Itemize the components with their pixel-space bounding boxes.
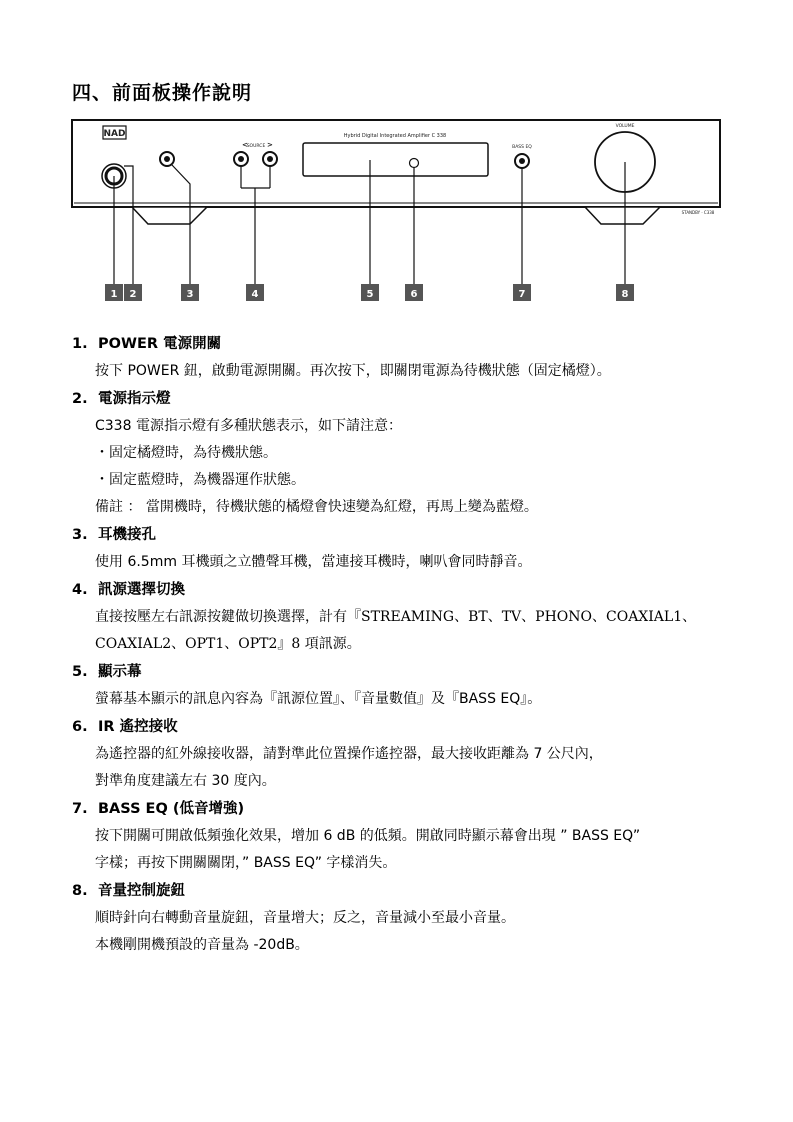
item-title: 耳機接孔 — [98, 527, 156, 543]
item-number: 3. — [72, 527, 88, 543]
callout-badge — [405, 284, 423, 301]
item-text: 本機剛開機預設的音量為 -20dB。 — [95, 937, 309, 953]
section-title: 四、前面板操作說明 — [72, 82, 253, 104]
callout-badge — [616, 284, 634, 301]
ir-receiver — [410, 159, 419, 168]
item-number: 5. — [72, 664, 88, 680]
display-screen — [303, 143, 488, 176]
item-number: 8. — [72, 883, 88, 899]
item-title: 電源指示燈 — [98, 391, 171, 407]
source-label: SOURCE — [246, 144, 266, 149]
item-text: ・固定藍燈時，為機器運作狀態。 — [95, 472, 305, 488]
item-title: 顯示幕 — [98, 664, 142, 680]
callout-badge — [181, 284, 199, 301]
item-title: 訊源選擇切換 — [98, 582, 185, 598]
item-text: COAXIAL2、OPT1、OPT2』8 項訊源。 — [95, 636, 361, 652]
brand-label: NAD — [103, 129, 126, 139]
item-text: ・固定橘燈時，為待機狀態。 — [95, 445, 277, 461]
standby-label: STANDBY · C338 — [681, 210, 715, 215]
item-number: 1. — [72, 336, 88, 352]
item-text: 使用 6.5mm 耳機頭之立體聲耳機，當連接耳機時，喇叭會同時靜音。 — [95, 554, 532, 570]
item-text: 按下 POWER 鈕，啟動電源開關。再次按下，即關閉電源為待機狀態（固定橘燈）。 — [95, 363, 611, 379]
svg-text:3: 3 — [186, 289, 194, 300]
bass-eq-button-center — [519, 158, 525, 164]
source-prev-button-center — [238, 156, 244, 162]
list-item — [72, 795, 752, 877]
item-title: BASS EQ (低音增強) — [98, 801, 245, 817]
item-number: 4. — [72, 582, 88, 598]
item-number: 2. — [72, 391, 88, 407]
svg-text:5: 5 — [366, 289, 374, 300]
source-left-arrow-icon: < — [242, 141, 248, 149]
item-text: 按下開關可開啟低頻強化效果，增加 6 dB 的低頻。開啟同時顯示幕會出現 ” BASS EQ” — [95, 828, 641, 844]
callout-badge — [361, 284, 379, 301]
instruction-list — [72, 330, 752, 959]
item-text: 順時針向右轉動音量旋鈕，音量增大；反之，音量減小至最小音量。 — [95, 910, 515, 926]
svg-text:8: 8 — [621, 289, 629, 300]
callout-badge — [105, 284, 123, 301]
headphone-jack-hole — [164, 156, 170, 162]
volume-label: VOLUME — [615, 124, 635, 129]
item-text: C338 電源指示燈有多種狀態表示，如下請注意： — [95, 418, 402, 434]
left-foot — [132, 207, 207, 224]
bass-eq-label: BASS EQ — [512, 145, 532, 150]
item-text: 為遙控器的紅外線接收器，請對準此位置操作遙控器，最大接收距離為 7 公尺內， — [95, 746, 603, 762]
source-right-arrow-icon: > — [267, 141, 273, 149]
list-item — [72, 521, 752, 576]
svg-text:4: 4 — [251, 289, 259, 300]
list-item — [72, 877, 752, 959]
svg-text:1: 1 — [110, 289, 118, 300]
item-text: 對準角度建議左右 30 度內。 — [95, 773, 276, 789]
item-text: 備註 ： 當開機時，待機狀態的橘燈會快速變為紅燈，再馬上變為藍燈。 — [95, 499, 538, 515]
svg-text:2: 2 — [129, 289, 137, 300]
callout-badge — [246, 284, 264, 301]
item-text: 螢幕基本顯示的訊息內容為『訊源位置』、『音量數值』及『BASS EQ』。 — [95, 691, 542, 707]
right-foot — [585, 207, 660, 224]
list-item — [72, 385, 752, 521]
callout-badge — [513, 284, 531, 301]
list-item — [72, 713, 752, 795]
item-text: 字樣；再按下開關關閉，” BASS EQ” 字樣消失。 — [95, 855, 397, 871]
item-number: 7. — [72, 801, 88, 817]
svg-text:7: 7 — [518, 289, 526, 300]
item-title: IR 遙控接收 — [98, 719, 178, 735]
front-panel-diagram — [0, 0, 793, 320]
item-title: POWER 電源開關 — [98, 336, 222, 352]
list-item — [72, 330, 752, 385]
svg-text:6: 6 — [410, 289, 418, 300]
callout-badge — [124, 284, 142, 301]
item-number: 6. — [72, 719, 88, 735]
item-title: 音量控制旋鈕 — [98, 883, 185, 899]
list-item — [72, 658, 752, 713]
list-item — [72, 576, 752, 658]
item-text: 直接按壓左右訊源按鍵做切換選擇，計有『STREAMING、BT、TV、PHONO、COAXIAL1、 — [95, 609, 697, 625]
source-next-button-center — [267, 156, 273, 162]
model-label: Hybrid Digital Integrated Amplifier C 338 — [343, 133, 447, 139]
